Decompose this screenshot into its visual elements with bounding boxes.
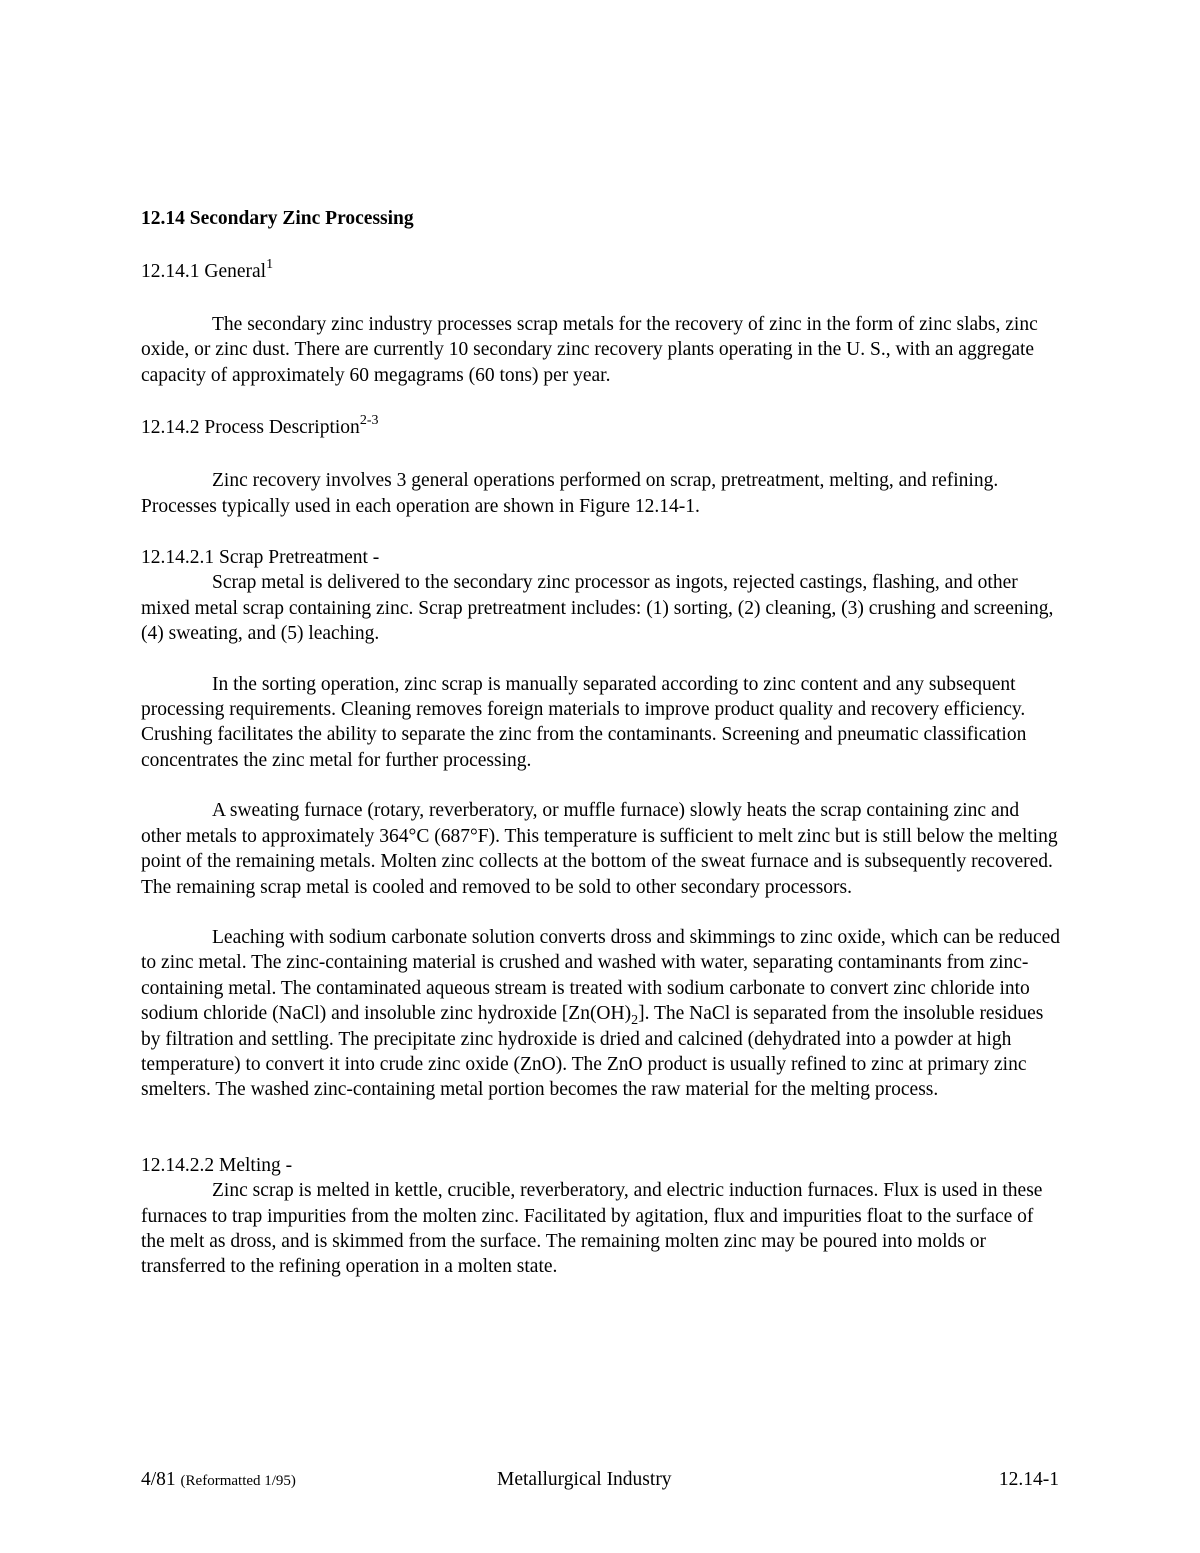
footer-page-number: 12.14-1 bbox=[998, 1469, 1059, 1490]
process-heading-text: 12.14.2 Process Description bbox=[141, 417, 360, 439]
pretreatment-paragraph-1: Scrap metal is delivered to the secondary zinc processor as ingots, rejected castings, flashing, and other mixed metal scrap containing zinc. Scrap pretreatment includes: (1) sorting, (2) cleaning, (3) crushing and screening, (4) sweating, and (5) leaching. bbox=[141, 572, 1054, 645]
pretreatment-paragraph-3: A sweating furnace (rotary, reverberatory, or muffle furnace) slowly heats the scrap containing zinc and other metals to approximately 364°C (687°F). This temperature is sufficient to melt zinc but is still below the melting point of the remaining metals. Molten zinc collects at the bottom of the sweat furnace and is subsequently recovered. The remaining scrap metal is cooled and removed to be sold to other secondary processors. bbox=[141, 800, 1058, 898]
section-title: 12.14 Secondary Zinc Processing bbox=[141, 208, 414, 229]
hydroxide-subscript: 2 bbox=[631, 1013, 639, 1029]
footer-date-text: 4/81 bbox=[141, 1469, 176, 1490]
melting-heading: 12.14.2.2 Melting - bbox=[141, 1154, 293, 1176]
footer-reformatted: (Reformatted 1/95) bbox=[180, 1473, 296, 1489]
footer-date bbox=[141, 1466, 296, 1495]
process-heading bbox=[141, 414, 1061, 442]
general-paragraph: The secondary zinc industry processes scrap metals for the recovery of zinc in the form of zinc slabs, zinc oxide, or zinc dust. There are currently 10 secondary zinc recovery plants operating in the U. S., with an aggregate capacity of approximately 60 megagrams (60 tons) per year. bbox=[141, 314, 1038, 386]
footer-chapter-title: Metallurgical Industry bbox=[497, 1469, 672, 1490]
general-footnote-ref: 1 bbox=[266, 256, 274, 272]
pretreatment-paragraph-2: In the sorting operation, zinc scrap is manually separated according to zinc content and any subsequent processing requirements. Cleaning removes foreign materials to improve product quality and recovery efficiency. Crushing facilitates the ability to separate the zinc from the contaminants. Screening and pneumatic classification concentrates the zinc metal for further processing. bbox=[141, 673, 1027, 771]
pretreatment-heading: 12.14.2.1 Scrap Pretreatment - bbox=[141, 547, 380, 569]
page-footer bbox=[141, 1466, 1059, 1494]
leaching-text-b: ]. The NaCl is separated from the insoluble residues by filtration and settling. The precipitate zinc hydroxide is dried and calcined (dehydrated into a powder at high temperature) to convert it into crude zinc oxide (ZnO). The ZnO product is usually refined to zinc at primary zinc smelters. The washed zinc-containing metal portion becomes the raw material for the melting process. bbox=[141, 1003, 1044, 1101]
general-heading-text: 12.14.1 General bbox=[141, 261, 267, 282]
document-body bbox=[141, 205, 1061, 1280]
general-heading bbox=[141, 258, 1061, 286]
pretreatment-paragraph-4 bbox=[141, 925, 1061, 1103]
melting-paragraph: Zinc scrap is melted in kettle, crucible, reverberatory, and electric induction furnaces. Flux is used in these furnaces to trap impurities from the molten zinc. Facilitated by agitation, flux and impurities float to the surface of the melt as dross, and is skimmed from the surface. The remaining molten zinc may be poured into molds or transferred to the refining operation in a molten state. bbox=[141, 1180, 1043, 1278]
process-footnote-ref: 2-3 bbox=[359, 412, 379, 428]
process-paragraph: Zinc recovery involves 3 general operations performed on scrap, pretreatment, melting, and refining. Processes typically used in each operation are shown in Figure 12.14-1. bbox=[141, 470, 999, 517]
leaching-text-a: Leaching with sodium carbonate solution converts dross and skimmings to zinc oxide, which can be reduced to zinc metal. The zinc-containing material is crushed and washed with water, separating contaminants from zinc-containing metal. The contaminated aqueous stream is treated with sodium carbonate to convert zinc chloride into sodium chloride (NaCl) and insoluble zinc hydroxide [Zn(OH) bbox=[141, 926, 1061, 1025]
